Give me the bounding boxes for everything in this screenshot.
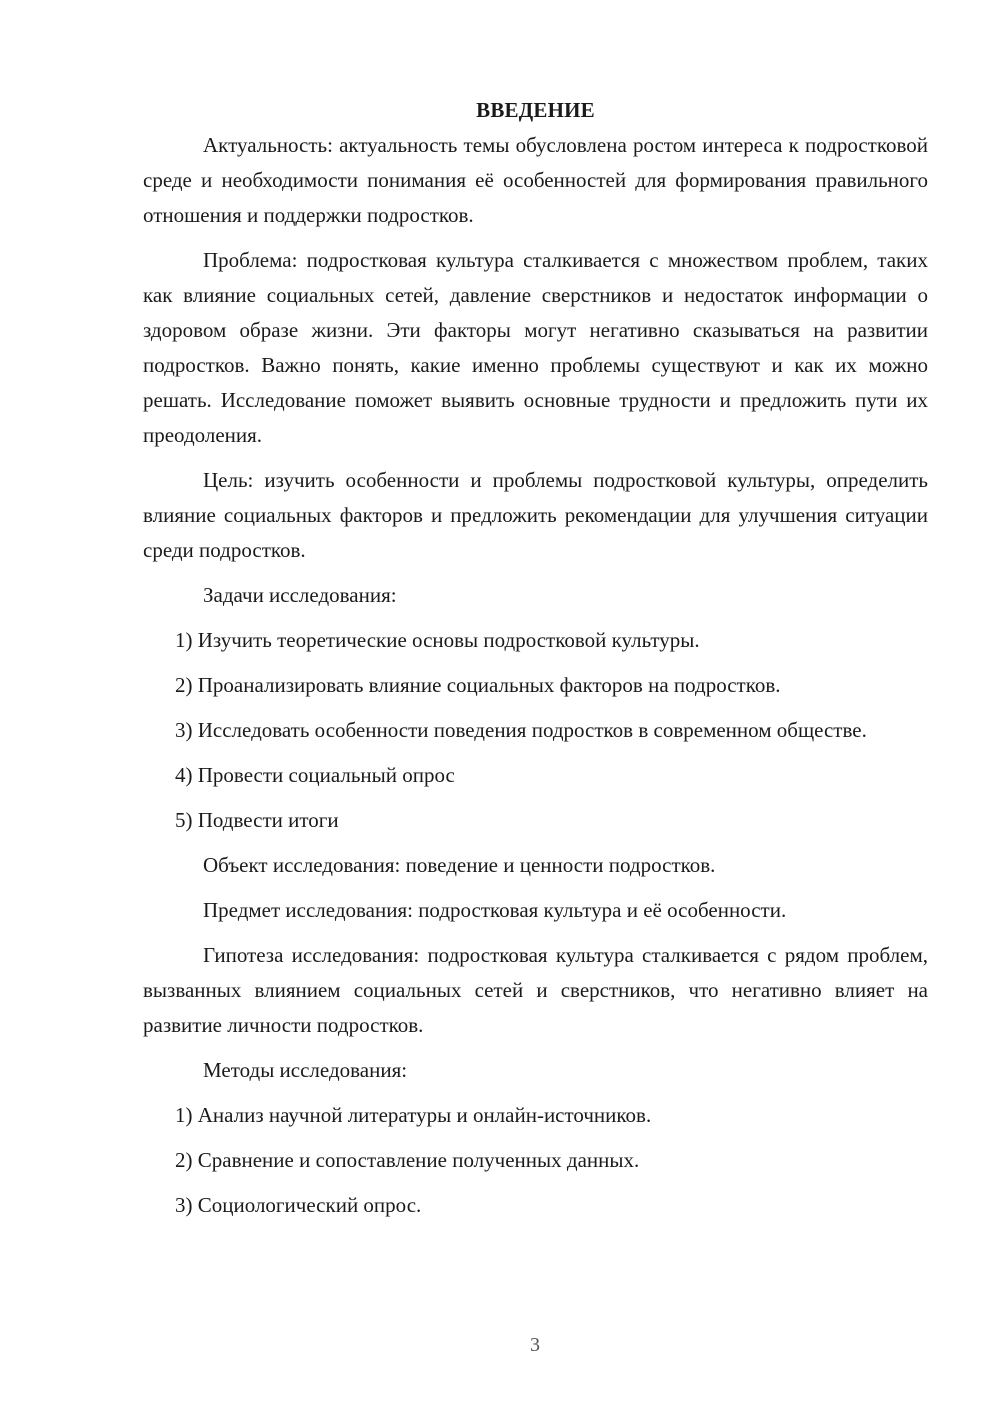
methods-title: Методы исследования:: [203, 1058, 408, 1082]
paragraph-subject: Предмет исследования: подростковая культура и её особенности.: [203, 898, 787, 922]
paragraph-problem: Проблема: подростковая культура сталкивается с множеством проблем, таких как влияние социальных сетей, давление сверстников и недостаток информации о здоровом образе жизни. Эти факторы могут негативно сказываться на развитии подростков. Важно понять, какие именно проблемы существуют и как их можно решать. Исследование поможет выявить основные трудности и предложить пути их преодоления.: [143, 248, 928, 447]
page-title: ВВЕДЕНИЕ: [476, 98, 595, 122]
document-page: [143, 93, 928, 1233]
task-item: 3) Исследовать особенности поведения подростков в современном обществе.: [175, 718, 867, 742]
paragraph-hypothesis: Гипотеза исследования: подростковая культура сталкивается с рядом проблем, вызванных влиянием социальных сетей и сверстников, что негативно влияет на развитие личности подростков.: [143, 943, 928, 1037]
method-item: 3) Социологический опрос.: [175, 1193, 422, 1217]
method-item: 1) Анализ научной литературы и онлайн-источников.: [175, 1103, 652, 1127]
paragraph-goal: Цель: изучить особенности и проблемы подростковой культуры, определить влияние социальных факторов и предложить рекомендации для улучшения ситуации среди подростков.: [143, 468, 928, 562]
task-item: 5) Подвести итоги: [175, 808, 339, 832]
page-number: 3: [530, 1334, 540, 1356]
task-item: 2) Проанализировать влияние социальных факторов на подростков.: [175, 673, 781, 697]
tasks-title: Задачи исследования:: [203, 583, 397, 607]
method-item: 2) Сравнение и сопоставление полученных данных.: [175, 1148, 640, 1172]
task-item: 1) Изучить теоретические основы подростковой культуры.: [175, 628, 700, 652]
paragraph-object: Объект исследования: поведение и ценности подростков.: [203, 853, 716, 877]
task-item: 4) Провести социальный опрос: [175, 763, 455, 787]
paragraph-relevance: Актуальность: актуальность темы обусловлена ростом интереса к подростковой среде и необходимости понимания её особенностей для формирования правильного отношения и поддержки подростков.: [143, 133, 928, 227]
